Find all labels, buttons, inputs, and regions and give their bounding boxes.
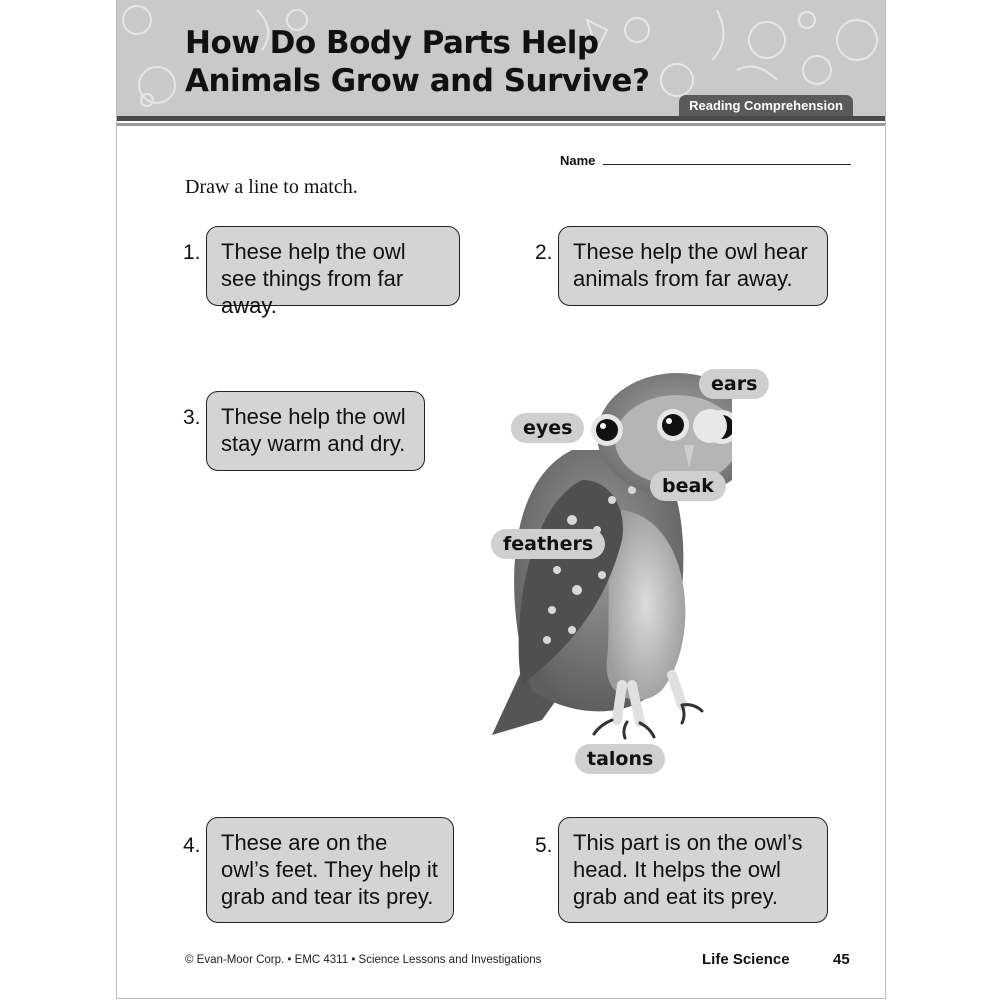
footer-copyright: © Evan-Moor Corp. • EMC 4311 • Science Lessons and Investigations (185, 954, 542, 966)
worksheet-page (116, 0, 886, 999)
section-tag: Reading Comprehension (679, 95, 853, 116)
label-beak[interactable]: beak (650, 471, 726, 501)
question-box[interactable]: These help the owl hear animals from far away. (558, 226, 828, 306)
question-box[interactable]: These are on the owl’s feet. They help it grab and tear its prey. (206, 817, 454, 923)
name-field-line[interactable] (603, 164, 851, 165)
label-ears[interactable]: ears (699, 369, 769, 399)
owl-eyes-art (587, 405, 697, 455)
page-title (185, 24, 649, 100)
title-line-1: How Do Body Parts Help (185, 25, 599, 61)
label-talons[interactable]: talons (575, 744, 665, 774)
question-number: 3. (183, 406, 201, 429)
page-header (117, 0, 885, 116)
question-box[interactable]: These help the owl see things from far away. (206, 226, 460, 306)
question-number: 5. (535, 834, 553, 857)
label-eyes[interactable]: eyes (511, 413, 584, 443)
question-number: 1. (183, 241, 201, 264)
question-box[interactable]: These help the owl stay warm and dry. (206, 391, 425, 471)
question-box[interactable]: This part is on the owl’s head. It helps the owl grab and eat its prey. (558, 817, 828, 923)
title-line-2: Animals Grow and Survive? (185, 63, 650, 99)
page-number: 45 (833, 951, 850, 968)
header-rule (117, 116, 885, 121)
question-number: 4. (183, 834, 201, 857)
instruction-text: Draw a line to match. (185, 176, 358, 198)
name-label: Name (560, 153, 596, 168)
header-rule-thin (117, 123, 885, 126)
question-number: 2. (535, 241, 553, 264)
label-feathers[interactable]: feathers (491, 529, 605, 559)
footer-subject: Life Science (702, 951, 790, 968)
